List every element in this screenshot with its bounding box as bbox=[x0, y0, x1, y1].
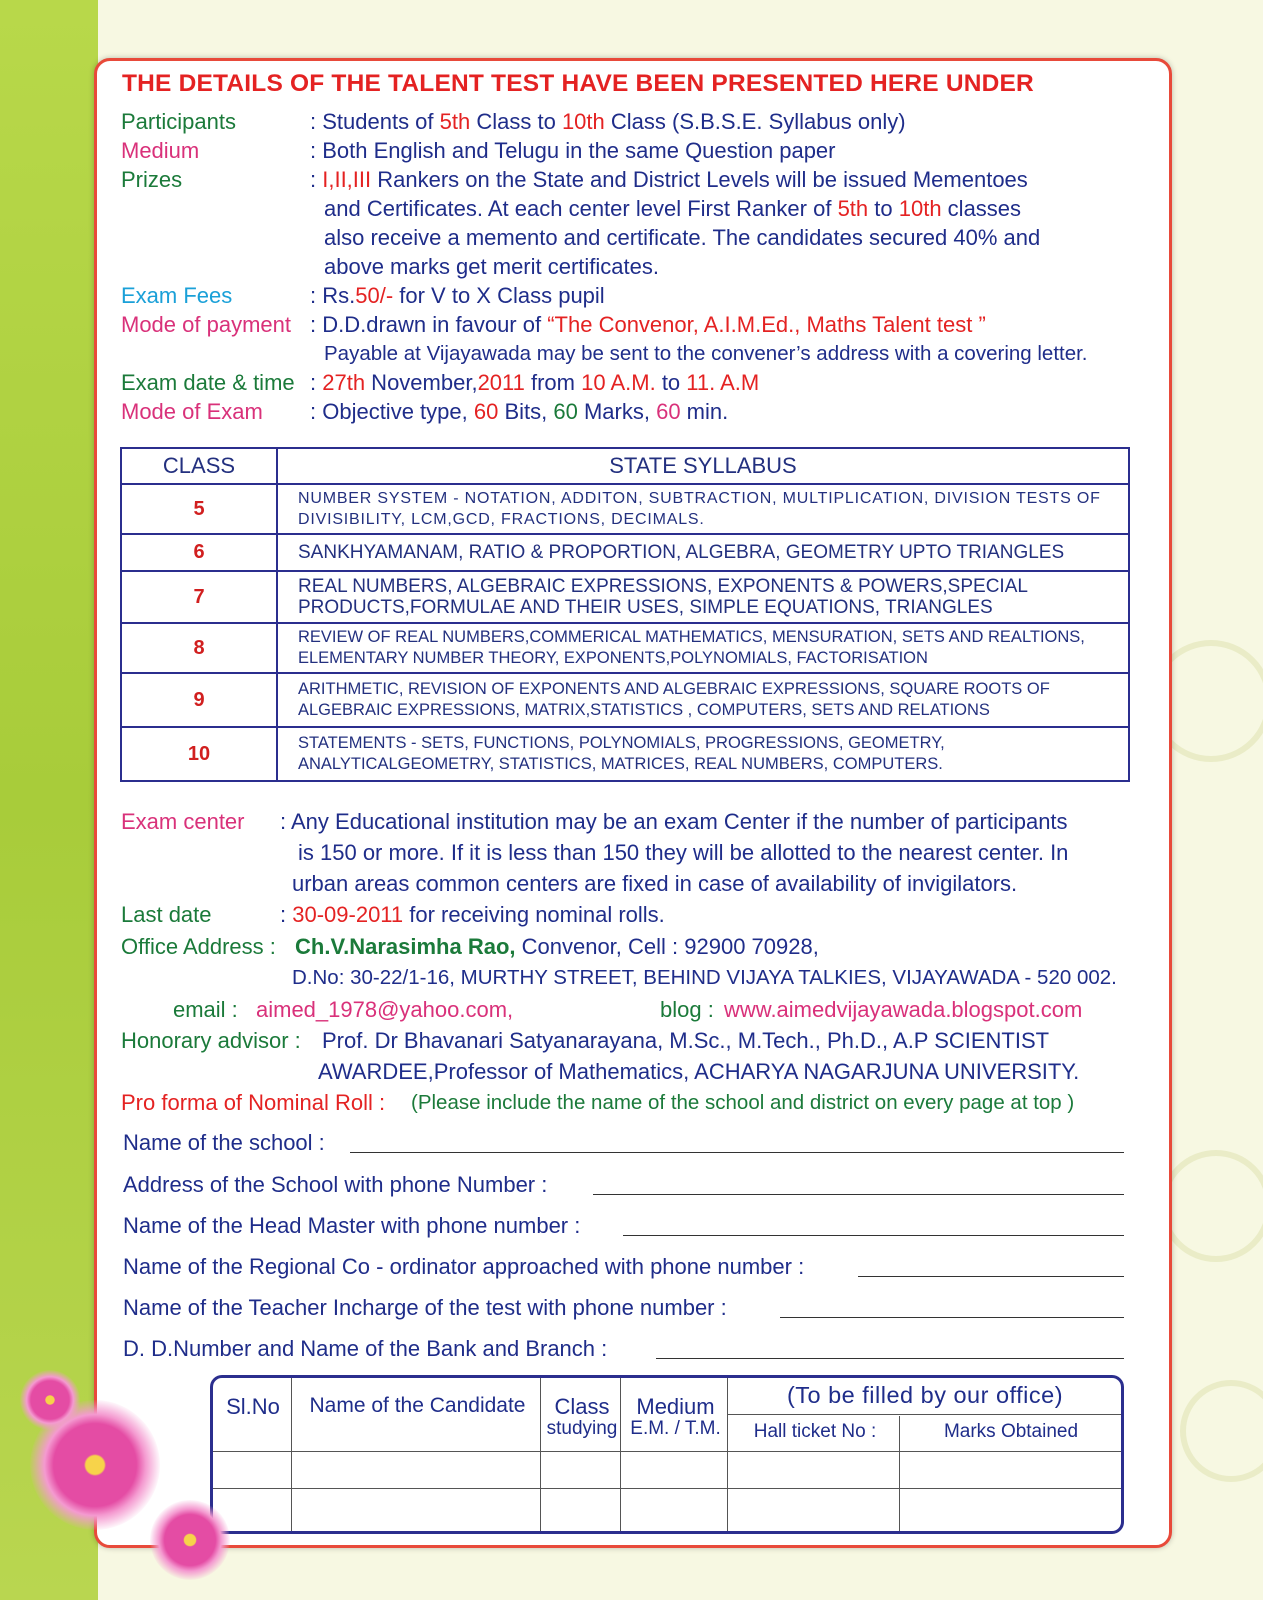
email-link[interactable]: aimed_1978@yahoo.com, bbox=[256, 997, 514, 1022]
start-time: 10 A.M. bbox=[581, 370, 656, 395]
class-from: 5th bbox=[439, 109, 471, 134]
minutes-count: 60 bbox=[656, 399, 681, 424]
office-address: D.No: 30-22/1-16, MURTHY STREET, BEHIND VIJAYA TALKIES, VIJAYAWADA - 520 002. bbox=[292, 966, 1117, 989]
class-number: 8 bbox=[121, 623, 277, 673]
head-master-field[interactable] bbox=[623, 1235, 1124, 1236]
blog-link[interactable]: www.aimedvijayawada.blogspot.com bbox=[724, 997, 1083, 1022]
fees-text: : Rs. bbox=[310, 283, 356, 308]
office-text: Convenor, Cell : 92900 70928, bbox=[515, 934, 819, 959]
table-divider bbox=[620, 1378, 621, 1531]
mode-text: Marks, bbox=[577, 399, 657, 424]
page-title: THE DETAILS OF THE TALENT TEST HAVE BEEN PRESENTED HERE UNDER bbox=[122, 70, 1034, 97]
proforma-note: (Please include the name of the school and district on every page at top ) bbox=[411, 1091, 1075, 1114]
prizes-text: classes bbox=[941, 196, 1022, 221]
fees-label: Exam Fees bbox=[121, 283, 233, 308]
prizes-text: also receive a memento and certificate. The candidates secured 40% and bbox=[324, 225, 1041, 250]
syllabus-header: STATE SYLLABUS bbox=[277, 448, 1129, 484]
class-header: CLASS bbox=[121, 448, 277, 484]
syllabus-topic: REAL NUMBERS, ALGEBRAIC EXPRESSIONS, EXPONENTS & POWERS,SPECIAL PRODUCTS,FORMULAE AND THEIR USES, SIMPLE EQUATIONS, TRIANGLES bbox=[277, 571, 1129, 623]
form-field-label: Name of the school : bbox=[123, 1130, 325, 1155]
center-text: urban areas common centers are fixed in case of availability of invigilators. bbox=[292, 871, 1018, 896]
participants-text: : Students of bbox=[310, 109, 440, 134]
syllabus-topic: NUMBER SYSTEM - NOTATION, ADDITON, SUBTRACTION, MULTIPLICATION, DIVISION TESTS OF DIVISIBILITY, LCM,GCD, FRACTIONS, DECIMALS. bbox=[277, 484, 1129, 534]
medium-label: Medium bbox=[121, 138, 200, 163]
syllabus-topic: REVIEW OF REAL NUMBERS,COMMERICAL MATHEMATICS, MENSURATION, SETS AND REALTIONS, ELEMENTARY NUMBER THEORY, EXPONENTS,POLYNOMIALS, FACTORISATION bbox=[277, 623, 1129, 673]
office-label: Office Address : bbox=[121, 934, 276, 959]
medium-header: Medium bbox=[636, 1394, 715, 1419]
exam-day: 27th bbox=[322, 370, 366, 395]
center-text: is 150 or more. If it is less than 150 they will be allotted to the nearest center. In bbox=[298, 840, 1069, 865]
class-number: 5 bbox=[121, 484, 277, 534]
class-header: Class bbox=[554, 1394, 610, 1419]
lastdate-text: : bbox=[280, 902, 293, 927]
datetime-text: : bbox=[310, 370, 323, 395]
table-divider bbox=[213, 1451, 1121, 1452]
payment-text: : D.D.drawn in favour of bbox=[310, 312, 548, 337]
mode-text: : Objective type, bbox=[310, 399, 474, 424]
table-divider bbox=[899, 1416, 900, 1531]
last-date-value: 30-09-2011 bbox=[292, 902, 404, 927]
participants-label: Participants bbox=[121, 109, 236, 134]
lastdate-text: for receiving nominal rolls. bbox=[403, 902, 665, 927]
syllabus-row bbox=[121, 673, 1129, 727]
payment-label: Mode of payment bbox=[121, 312, 291, 337]
lastdate-label: Last date bbox=[121, 902, 212, 927]
marks-header: Marks Obtained bbox=[943, 1421, 1079, 1442]
center-label: Exam center bbox=[121, 809, 245, 834]
flower-decoration bbox=[20, 1370, 80, 1430]
slno-header: Sl.No bbox=[226, 1394, 280, 1419]
prizes-text: : bbox=[310, 167, 323, 192]
syllabus-row bbox=[121, 727, 1129, 781]
class-number: 10 bbox=[121, 727, 277, 781]
mode-text: Bits, bbox=[498, 399, 554, 424]
fee-amount: 50/- bbox=[355, 283, 394, 308]
exam-month: November, bbox=[365, 370, 478, 395]
datetime-text: to bbox=[655, 370, 687, 395]
datetime-label: Exam date & time bbox=[121, 370, 295, 395]
bits-count: 60 bbox=[473, 399, 499, 424]
dd-bank-field[interactable] bbox=[656, 1358, 1124, 1359]
syllabus-topic: SANKHYAMANAM, RATIO & PROPORTION, ALGEBRA, GEOMETRY UPTO TRIANGLES bbox=[277, 534, 1129, 571]
mode-text: min. bbox=[680, 399, 729, 424]
prizes-label: Prizes bbox=[121, 167, 183, 192]
email-label: email : bbox=[173, 997, 238, 1022]
table-divider bbox=[727, 1414, 1121, 1415]
class-from: 5th bbox=[837, 196, 869, 221]
candidate-name-header: Name of the Candidate bbox=[309, 1394, 526, 1417]
prize-ranks: I,II,III bbox=[322, 167, 372, 192]
advisor-text: AWARDEE,Professor of Mathematics, ACHARYA NAGARJUNA UNIVERSITY. bbox=[318, 1059, 1080, 1084]
background-swirl bbox=[1180, 1380, 1263, 1482]
school-name-field[interactable] bbox=[350, 1152, 1124, 1153]
end-time: 11. A.M bbox=[686, 370, 760, 395]
class-to: 10th bbox=[561, 109, 605, 134]
advisor-text: Prof. Dr Bhavanari Satyanarayana, M.Sc., M.Tech., Ph.D., A.P SCIENTIST bbox=[322, 1028, 1050, 1053]
table-divider bbox=[291, 1378, 292, 1531]
convenor-name: Ch.V.Narasimha Rao, bbox=[295, 934, 516, 959]
form-field-label: Name of the Teacher Incharge of the test with phone number : bbox=[123, 1295, 727, 1320]
flower-decoration bbox=[150, 1500, 230, 1580]
datetime-text: from bbox=[524, 370, 582, 395]
regional-coordinator-field[interactable] bbox=[858, 1276, 1124, 1277]
background-swirl bbox=[1160, 1150, 1263, 1262]
syllabus-row bbox=[121, 534, 1129, 571]
form-field-label: D. D.Number and Name of the Bank and Branch : bbox=[123, 1336, 608, 1361]
payment-text: Payable at Vijayawada may be sent to the convener’s address with a covering letter. bbox=[324, 342, 1088, 365]
syllabus-row bbox=[121, 623, 1129, 673]
prizes-text: and Certificates. At each center level First Ranker of bbox=[324, 196, 838, 221]
marks-count: 60 bbox=[553, 399, 578, 424]
participants-text: Class (S.B.S.E. Syllabus only) bbox=[604, 109, 906, 134]
fees-text: for V to X Class pupil bbox=[393, 283, 605, 308]
payee-name: “The Convenor, A.I.M.Ed., Maths Talent test ” bbox=[547, 312, 986, 337]
candidate-table bbox=[210, 1375, 1124, 1534]
medium-text: : Both English and Telugu in the same Question paper bbox=[310, 138, 836, 163]
syllabus-row bbox=[121, 571, 1129, 623]
prizes-text: above marks get merit certificates. bbox=[324, 254, 660, 279]
center-text: : Any Educational institution may be an exam Center if the number of participants bbox=[280, 809, 1068, 834]
form-field-label: Name of the Head Master with phone number : bbox=[123, 1213, 581, 1238]
class-subheader: studying bbox=[546, 1418, 618, 1439]
form-field-label: Name of the Regional Co - ordinator approached with phone number : bbox=[123, 1254, 805, 1279]
syllabus-row bbox=[121, 484, 1129, 534]
prizes-text: to bbox=[868, 196, 899, 221]
syllabus-topic: STATEMENTS - SETS, FUNCTIONS, POLYNOMIALS, PROGRESSIONS, GEOMETRY, ANALYTICALGEOMETRY, STATISTICS, MATRICES, REAL NUMBERS, COMPUTERS. bbox=[277, 727, 1129, 781]
proforma-label: Pro forma of Nominal Roll : bbox=[121, 1090, 386, 1115]
exam-year: 2011 bbox=[477, 370, 525, 395]
hall-ticket-header: Hall ticket No : bbox=[753, 1421, 877, 1442]
syllabus-table bbox=[120, 447, 1130, 782]
participants-text: Class to bbox=[470, 109, 562, 134]
class-to: 10th bbox=[898, 196, 942, 221]
blog-label: blog : bbox=[660, 997, 714, 1022]
table-divider bbox=[213, 1488, 1121, 1489]
school-address-field[interactable] bbox=[593, 1194, 1124, 1195]
class-number: 7 bbox=[121, 571, 277, 623]
medium-subheader: E.M. / T.M. bbox=[630, 1418, 721, 1439]
syllabus-topic: ARITHMETIC, REVISION OF EXPONENTS AND ALGEBRAIC EXPRESSIONS, SQUARE ROOTS OF ALGEBRAIC EXPRESSIONS, MATRIX,STATISTICS , COMPUTERS, SETS AND RELATIONS bbox=[277, 673, 1129, 727]
details-card bbox=[94, 58, 1172, 1548]
advisor-label: Honorary advisor : bbox=[121, 1028, 301, 1053]
mode-label: Mode of Exam bbox=[121, 399, 263, 424]
office-use-header: (To be filled by our office) bbox=[786, 1382, 1064, 1408]
prizes-text: Rankers on the State and District Levels will be issued Mementoes bbox=[371, 167, 1028, 192]
class-number: 6 bbox=[121, 534, 277, 571]
left-green-strip bbox=[0, 0, 98, 1600]
form-field-label: Address of the School with phone Number : bbox=[123, 1172, 548, 1197]
syllabus-header-row bbox=[121, 448, 1129, 484]
teacher-incharge-field[interactable] bbox=[780, 1317, 1124, 1318]
table-divider bbox=[727, 1378, 728, 1531]
class-number: 9 bbox=[121, 673, 277, 727]
table-divider bbox=[540, 1378, 541, 1531]
